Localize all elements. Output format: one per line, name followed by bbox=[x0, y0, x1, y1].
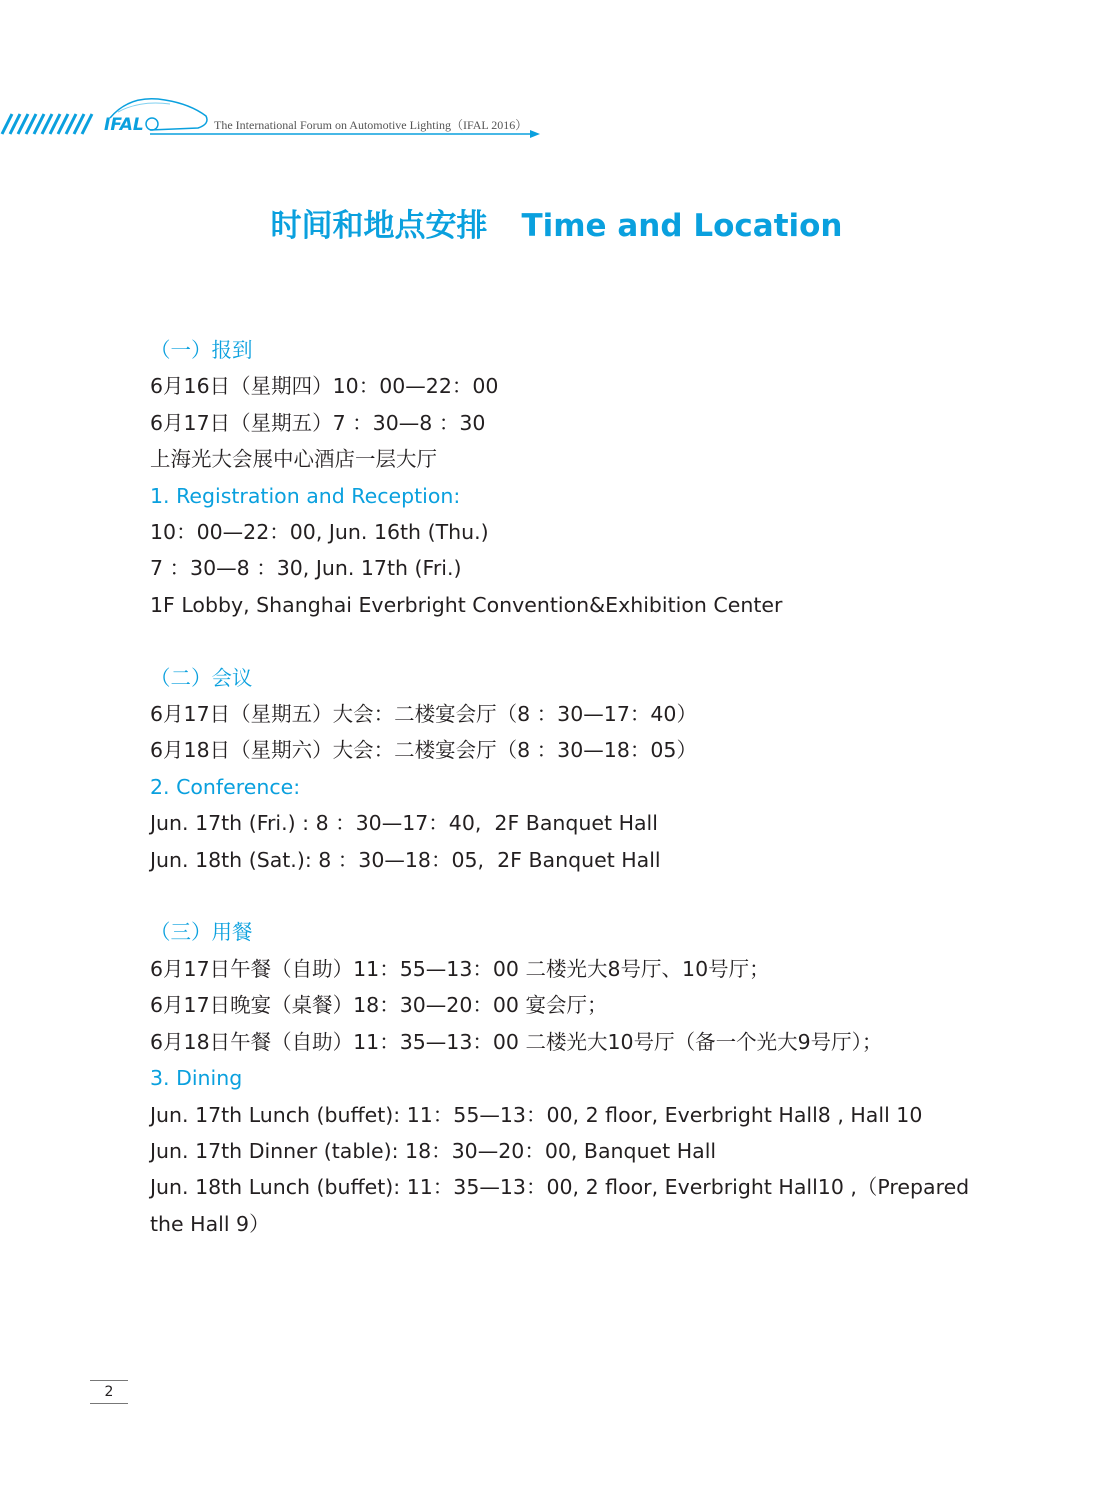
section-heading-zh: （三）用餐 bbox=[150, 920, 253, 945]
text-line: 上海光大会展中心酒店一层大厅 bbox=[150, 447, 437, 472]
text-line: 1F Lobby, Shanghai Everbright Convention&Exhibition Center bbox=[150, 592, 783, 617]
text-line: 7 ：30—8 ：30, Jun. 17th (Fri.) bbox=[150, 556, 462, 581]
text-line: 6月18日（星期六）大会：二楼宴会厅（8 ：30—18：05） bbox=[150, 738, 697, 763]
text-line: Jun. 18th (Sat.): 8 ：30—18：05, 2F Banquet Hall bbox=[150, 847, 661, 872]
text-line: 6月16日（星期四）10：00—22：00 bbox=[150, 374, 499, 399]
forum-title: The International Forum on Automotive Lighting（IFAL 2016） bbox=[214, 118, 528, 132]
document-body bbox=[150, 332, 970, 1242]
title-zh: 时间和地点安排 bbox=[270, 208, 488, 244]
text-line: Jun. 17th Dinner (table): 18：30—20：00, Banquet Hall bbox=[150, 1138, 717, 1163]
section-heading-en: 1. Registration and Reception: bbox=[150, 483, 461, 508]
text-line: 10：00—22：00, Jun. 16th (Thu.) bbox=[150, 520, 489, 545]
text-line: Jun. 17th Lunch (buffet): 11：55—13：00, 2 floor, Everbright Hall8 , Hall 10 bbox=[150, 1102, 923, 1127]
section-heading-zh: （二）会议 bbox=[150, 665, 253, 690]
page-header bbox=[0, 88, 560, 148]
page-title bbox=[0, 200, 1113, 245]
text-line: Jun. 18th Lunch (buffet): 11：35—13：00, 2 floor, Everbright Hall10 ,（Prepared the Hall 9） bbox=[150, 1175, 970, 1236]
text-line: 6月17日晚宴（桌餐）18：30—20：00 宴会厅； bbox=[150, 993, 608, 1018]
page-number: 2 bbox=[90, 1380, 128, 1404]
text-line: 6月18日午餐（自助）11：35—13：00 二楼光大10号厅（备一个光大9号厅）； bbox=[150, 1029, 883, 1054]
ifal-logo-text: IFAL bbox=[104, 115, 144, 135]
text-line: Jun. 17th (Fri.) : 8 ：30—17：40, 2F Banquet Hall bbox=[150, 811, 658, 836]
title-en: Time and Location bbox=[521, 208, 843, 244]
text-line: 6月17日（星期五）7 ：30—8 ：30 bbox=[150, 410, 486, 435]
text-line: 6月17日（星期五）大会：二楼宴会厅（8 ：30—17：40） bbox=[150, 702, 697, 727]
section-heading-en: 3. Dining bbox=[150, 1066, 243, 1091]
text-line: 6月17日午餐（自助）11：55—13：00 二楼光大8号厅、10号厅； bbox=[150, 956, 770, 981]
section-heading-zh: （一）报到 bbox=[150, 338, 253, 362]
section-heading-en: 2. Conference: bbox=[150, 774, 301, 799]
